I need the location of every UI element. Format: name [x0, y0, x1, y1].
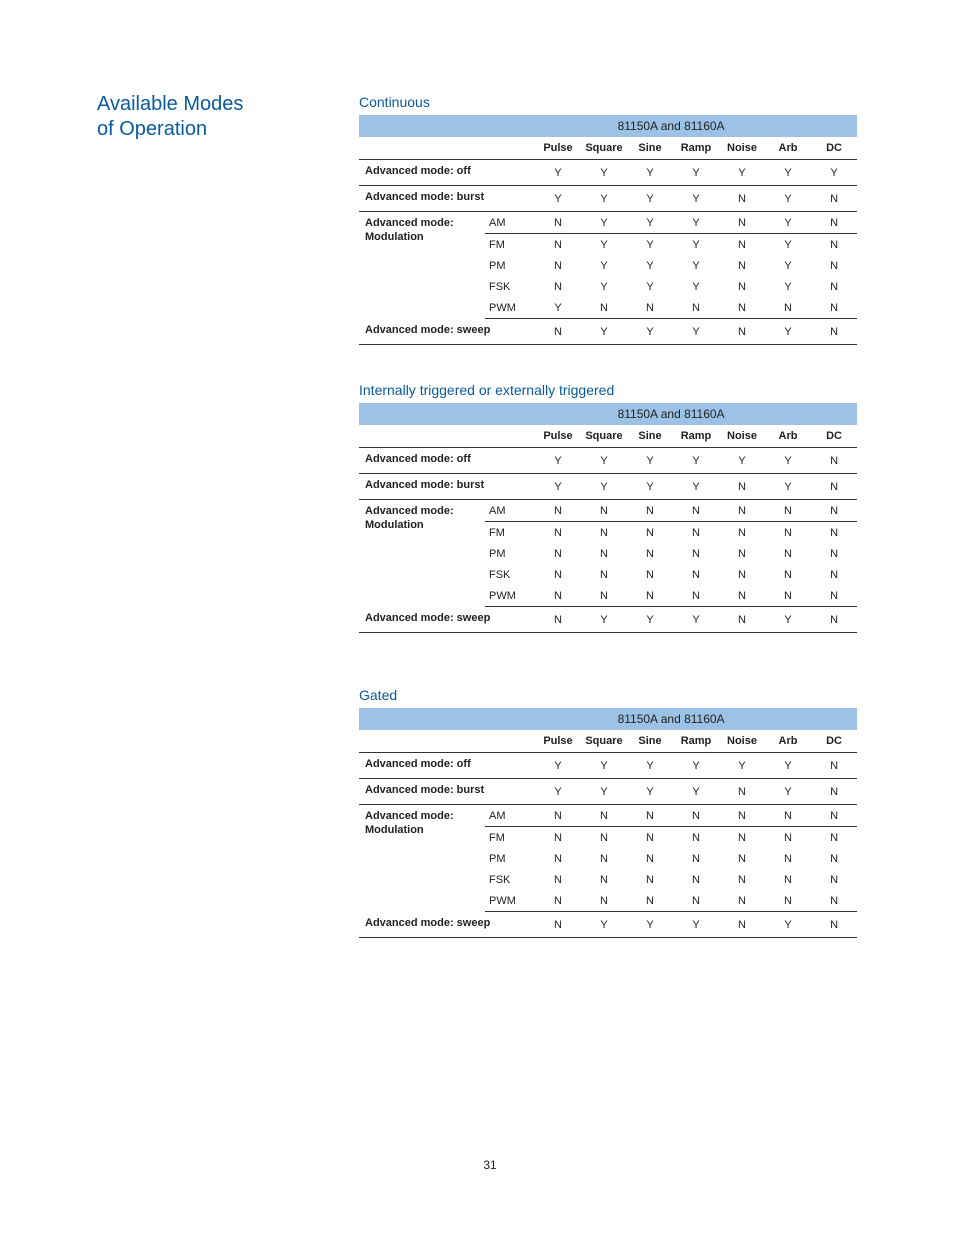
cell-value: N	[738, 873, 746, 886]
cell-value: N	[830, 831, 839, 844]
column-header-noise: Noise	[719, 730, 765, 753]
table-row	[359, 805, 857, 827]
cell-value: Y	[719, 753, 765, 779]
cell-value: N	[673, 297, 719, 319]
cell-value: N	[554, 280, 562, 293]
column-header-pulse: Pulse	[535, 137, 581, 160]
column-header-noise: Noise	[719, 425, 765, 448]
cell-value: Y	[627, 160, 673, 186]
cell-value: N	[784, 873, 792, 886]
cell-value: Y	[535, 753, 581, 779]
cell-value: N	[535, 890, 581, 912]
section-triggered	[359, 381, 857, 633]
row-sub-label: PWM	[485, 890, 535, 912]
cell-value: Y	[535, 297, 581, 319]
cell-value: N	[784, 852, 792, 865]
column-header-dc: DC	[811, 425, 857, 448]
row-sub-label: PWM	[485, 585, 535, 607]
cell-value: N	[627, 500, 673, 522]
cell-value: N	[719, 500, 765, 522]
empty-header-cell	[359, 730, 485, 753]
cell-value: Y	[581, 186, 627, 212]
cell-value: N	[811, 779, 857, 805]
cell-value: N	[765, 297, 811, 319]
section-title: Internally triggered or externally triggered	[359, 382, 615, 398]
cell-value: Y	[627, 753, 673, 779]
cell-value: Y	[719, 448, 765, 474]
cell-value: N	[535, 319, 581, 345]
row-mode-label: Advanced mode: Modulation	[365, 810, 454, 836]
cell-value: Y	[692, 238, 700, 251]
cell-value: Y	[600, 238, 608, 251]
cell-value: N	[581, 805, 627, 827]
row-sub-label: FSK	[489, 568, 511, 581]
cell-value: Y	[765, 319, 811, 345]
row-mode-label: Advanced mode: off	[359, 448, 535, 474]
column-header-pulse: Pulse	[535, 425, 581, 448]
cell-value: Y	[627, 186, 673, 212]
cell-value: Y	[765, 753, 811, 779]
row-mode-label: Advanced mode: Modulation	[365, 217, 454, 243]
cell-value: N	[765, 585, 811, 607]
cell-value: Y	[581, 474, 627, 500]
cell-value: Y	[765, 912, 811, 938]
table-row	[359, 500, 857, 522]
cell-value: Y	[627, 607, 673, 633]
cell-value: Y	[627, 474, 673, 500]
table-row	[359, 474, 857, 500]
cell-value: N	[811, 448, 857, 474]
cell-value: N	[738, 526, 746, 539]
column-header-dc: DC	[811, 137, 857, 160]
row-sub-label: FM	[489, 526, 505, 539]
column-header-sine: Sine	[627, 730, 673, 753]
cell-value: N	[811, 805, 857, 827]
cell-value: Y	[692, 280, 700, 293]
table-row	[359, 753, 857, 779]
column-header-sine: Sine	[627, 137, 673, 160]
section-title: Continuous	[359, 94, 430, 110]
row-mode-label: Advanced mode: off	[359, 753, 535, 779]
cell-value: Y	[627, 779, 673, 805]
cell-value: N	[719, 186, 765, 212]
column-header-ramp: Ramp	[673, 137, 719, 160]
table-row	[359, 212, 857, 234]
row-sub-label: AM	[485, 500, 535, 522]
cell-value: N	[719, 474, 765, 500]
column-header-square: Square	[581, 137, 627, 160]
cell-value: N	[719, 607, 765, 633]
compatibility-table	[359, 708, 857, 938]
cell-value: Y	[765, 779, 811, 805]
cell-value: N	[719, 912, 765, 938]
page-title	[97, 92, 243, 142]
column-header-ramp: Ramp	[673, 730, 719, 753]
page-title-line-2: of Operation	[97, 118, 208, 140]
cell-value: Y	[765, 607, 811, 633]
table-row	[359, 779, 857, 805]
cell-value: N	[673, 585, 719, 607]
cell-value: N	[719, 297, 765, 319]
cell-value: N	[719, 585, 765, 607]
cell-value: N	[646, 873, 654, 886]
cell-value: Y	[581, 319, 627, 345]
cell-value: N	[600, 547, 608, 560]
empty-header-cell	[485, 730, 535, 753]
cell-value: N	[830, 259, 839, 272]
cell-value: Y	[673, 160, 719, 186]
cell-value: N	[692, 568, 700, 581]
row-mode-label: Advanced mode: sweep	[359, 912, 535, 938]
cell-value: Y	[765, 474, 811, 500]
row-sub-label: FM	[489, 831, 505, 844]
cell-value: N	[646, 852, 654, 865]
column-header-noise: Noise	[719, 137, 765, 160]
cell-value: N	[554, 547, 562, 560]
row-sub-label: FM	[489, 238, 505, 251]
cell-value: Y	[627, 912, 673, 938]
cell-value: Y	[673, 753, 719, 779]
cell-value: N	[627, 890, 673, 912]
row-mode-label: Advanced mode: burst	[359, 779, 535, 805]
cell-value: Y	[627, 212, 673, 234]
model-header: 81150A and 81160A	[359, 403, 857, 425]
cell-value: N	[646, 831, 654, 844]
column-header-dc: DC	[811, 730, 857, 753]
cell-value: N	[811, 319, 857, 345]
cell-value: Y	[535, 186, 581, 212]
compatibility-table	[359, 403, 857, 633]
cell-value: N	[627, 805, 673, 827]
cell-value: N	[692, 526, 700, 539]
cell-value: N	[784, 831, 792, 844]
cell-value: Y	[581, 160, 627, 186]
cell-value: N	[646, 526, 654, 539]
cell-value: Y	[784, 280, 792, 293]
cell-value: N	[738, 852, 746, 865]
cell-value: N	[738, 259, 746, 272]
cell-value: N	[811, 212, 857, 234]
row-sub-label: PWM	[485, 297, 535, 319]
cell-value: N	[811, 912, 857, 938]
cell-value: N	[738, 238, 746, 251]
cell-value: N	[719, 805, 765, 827]
table-row	[359, 912, 857, 938]
cell-value: N	[600, 831, 608, 844]
cell-value: N	[581, 297, 627, 319]
cell-value: N	[719, 779, 765, 805]
row-mode-label: Advanced mode: burst	[359, 186, 535, 212]
row-mode-label: Advanced mode: sweep	[359, 607, 535, 633]
cell-value: N	[811, 474, 857, 500]
cell-value: Y	[581, 753, 627, 779]
cell-value: N	[535, 212, 581, 234]
row-sub-label: PM	[489, 852, 506, 865]
row-mode-label: Advanced mode: burst	[359, 474, 535, 500]
cell-value: N	[738, 568, 746, 581]
cell-value: N	[646, 568, 654, 581]
cell-value: N	[719, 212, 765, 234]
column-header-ramp: Ramp	[673, 425, 719, 448]
cell-value: N	[830, 852, 839, 865]
cell-value: Y	[627, 448, 673, 474]
cell-value: Y	[535, 474, 581, 500]
cell-value: N	[535, 805, 581, 827]
cell-value: N	[784, 568, 792, 581]
page-number: 31	[483, 1158, 497, 1172]
cell-value: Y	[673, 912, 719, 938]
column-header-sine: Sine	[627, 425, 673, 448]
cell-value: N	[554, 526, 562, 539]
cell-value: N	[673, 890, 719, 912]
cell-value: N	[765, 890, 811, 912]
cell-value: Y	[673, 607, 719, 633]
cell-value: N	[581, 585, 627, 607]
row-sub-label: PM	[489, 547, 506, 560]
cell-value: N	[738, 280, 746, 293]
page-title-line-1: Available Modes	[97, 93, 244, 115]
cell-value: Y	[784, 259, 792, 272]
cell-value: N	[646, 547, 654, 560]
cell-value: N	[554, 238, 562, 251]
cell-value: Y	[765, 160, 811, 186]
row-sub-label: PM	[489, 259, 506, 272]
cell-value: N	[738, 547, 746, 560]
cell-value: Y	[673, 474, 719, 500]
cell-value: N	[811, 500, 857, 522]
cell-value: N	[600, 852, 608, 865]
cell-value: Y	[765, 212, 811, 234]
cell-value: N	[830, 280, 839, 293]
cell-value: N	[811, 890, 857, 912]
cell-value: N	[738, 831, 746, 844]
cell-value: N	[811, 297, 857, 319]
cell-value: Y	[673, 319, 719, 345]
cell-value: Y	[765, 448, 811, 474]
cell-value: N	[554, 852, 562, 865]
cell-value: Y	[719, 160, 765, 186]
cell-value: Y	[673, 779, 719, 805]
column-header-arb: Arb	[765, 425, 811, 448]
cell-value: N	[600, 873, 608, 886]
section-gated	[359, 686, 857, 938]
cell-value: N	[627, 297, 673, 319]
row-sub-label: FSK	[489, 873, 511, 886]
cell-value: N	[830, 238, 839, 251]
cell-value: N	[692, 873, 700, 886]
cell-value: N	[692, 852, 700, 865]
table-row	[359, 607, 857, 633]
row-sub-label: AM	[485, 212, 535, 234]
cell-value: N	[554, 568, 562, 581]
cell-value: N	[784, 547, 792, 560]
column-header-square: Square	[581, 425, 627, 448]
cell-value: N	[535, 912, 581, 938]
empty-header-cell	[359, 425, 485, 448]
cell-value: N	[554, 259, 562, 272]
cell-value: N	[627, 585, 673, 607]
cell-value: Y	[581, 212, 627, 234]
cell-value: N	[535, 585, 581, 607]
cell-value: Y	[535, 160, 581, 186]
row-mode-label: Advanced mode: off	[359, 160, 535, 186]
cell-value: N	[673, 500, 719, 522]
cell-value: N	[784, 526, 792, 539]
row-mode-label: Advanced mode: sweep	[359, 319, 535, 345]
cell-value: Y	[627, 319, 673, 345]
column-header-arb: Arb	[765, 730, 811, 753]
empty-header-cell	[359, 137, 485, 160]
cell-value: N	[811, 186, 857, 212]
cell-value: N	[765, 500, 811, 522]
cell-value: Y	[765, 186, 811, 212]
column-header-square: Square	[581, 730, 627, 753]
cell-value: Y	[600, 280, 608, 293]
cell-value: Y	[535, 448, 581, 474]
cell-value: Y	[600, 259, 608, 272]
cell-value: Y	[673, 212, 719, 234]
row-sub-label: FSK	[489, 280, 511, 293]
cell-value: N	[581, 500, 627, 522]
row-mode-label: Advanced mode: Modulation	[365, 505, 454, 531]
cell-value: Y	[646, 259, 654, 272]
column-header-arb: Arb	[765, 137, 811, 160]
model-header: 81150A and 81160A	[359, 115, 857, 137]
cell-value: N	[554, 873, 562, 886]
row-sub-label: AM	[485, 805, 535, 827]
cell-value: Y	[646, 280, 654, 293]
cell-value: N	[581, 890, 627, 912]
cell-value: Y	[535, 779, 581, 805]
cell-value: Y	[646, 238, 654, 251]
cell-value: N	[600, 568, 608, 581]
cell-value: N	[830, 568, 839, 581]
cell-value: N	[811, 607, 857, 633]
cell-value: Y	[784, 238, 792, 251]
cell-value: N	[719, 890, 765, 912]
empty-header-cell	[485, 425, 535, 448]
cell-value: Y	[581, 448, 627, 474]
cell-value: N	[830, 873, 839, 886]
cell-value: Y	[692, 259, 700, 272]
table-row	[359, 160, 857, 186]
cell-value: N	[692, 831, 700, 844]
table-row	[359, 448, 857, 474]
compatibility-table	[359, 115, 857, 345]
cell-value: Y	[581, 779, 627, 805]
cell-value: Y	[673, 186, 719, 212]
model-header: 81150A and 81160A	[359, 708, 857, 730]
table-row	[359, 319, 857, 345]
cell-value: N	[830, 526, 839, 539]
cell-value: N	[600, 526, 608, 539]
empty-header-cell	[485, 137, 535, 160]
table-row	[359, 186, 857, 212]
cell-value: Y	[673, 448, 719, 474]
cell-value: N	[535, 500, 581, 522]
cell-value: Y	[811, 160, 857, 186]
section-continuous	[359, 93, 857, 345]
cell-value: N	[719, 319, 765, 345]
cell-value: N	[811, 753, 857, 779]
section-title: Gated	[359, 687, 398, 703]
cell-value: N	[811, 585, 857, 607]
cell-value: N	[673, 805, 719, 827]
cell-value: N	[830, 547, 839, 560]
cell-value: N	[554, 831, 562, 844]
cell-value: N	[692, 547, 700, 560]
cell-value: Y	[581, 607, 627, 633]
cell-value: Y	[581, 912, 627, 938]
column-header-pulse: Pulse	[535, 730, 581, 753]
cell-value: N	[535, 607, 581, 633]
cell-value: N	[765, 805, 811, 827]
